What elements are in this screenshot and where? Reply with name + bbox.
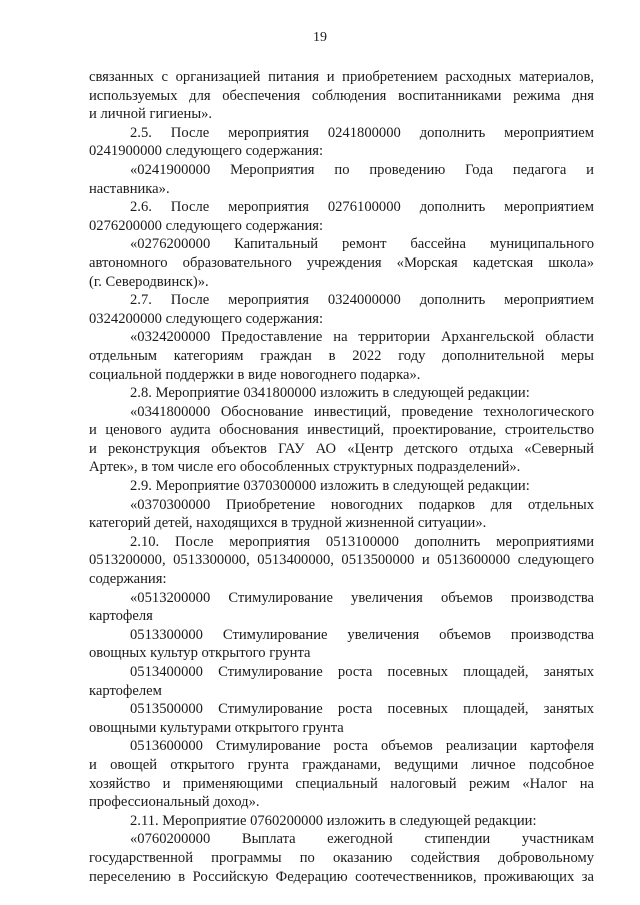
text-line: Артек», в том числе его обособленных структурных подразделений». xyxy=(89,459,521,476)
text-line: государственной программы по оказанию содействия добровольному xyxy=(89,849,594,866)
text-line: «0324200000 Предоставление на территории Архангельской области xyxy=(130,329,594,346)
text-line: 2.7. После мероприятия 0324000000 дополнить мероприятием xyxy=(130,292,594,309)
text-line: профессиональный доход». xyxy=(89,794,260,811)
text-line: «0513200000 Стимулирование увеличения объемов производства xyxy=(130,589,594,606)
text-line: 0513400000 Стимулирование роста посевных площадей, занятых xyxy=(130,664,594,680)
text-line: 2.10. После мероприятия 0513100000 дополнить мероприятиями xyxy=(130,533,594,550)
text-line: и овощей открытого грунта гражданами, ведущими личное подсобное xyxy=(89,756,594,773)
text-line: «0370300000 Приобретение новогодних подарков для отдельных xyxy=(130,496,594,513)
text-line: картофеля xyxy=(89,608,153,625)
text-line: 2.8. Мероприятие 0341800000 изложить в следующей редакции: xyxy=(130,385,530,402)
text-line: переселению в Российскую Федерацию соотечественников, проживающих за xyxy=(89,868,594,885)
text-line: 2.5. После мероприятия 0241800000 дополнить мероприятием xyxy=(130,124,594,141)
document-body xyxy=(89,68,594,886)
text-line: 2.11. Мероприятие 0760200000 изложить в следующей редакции: xyxy=(130,812,537,829)
text-line: содержания: xyxy=(89,571,167,588)
text-line: 0241900000 следующего содержания: xyxy=(89,143,324,160)
text-line: 2.6. После мероприятия 0276100000 дополнить мероприятием xyxy=(130,199,594,216)
text-line: автономного образовательного учреждения «Морская кадетская школа» xyxy=(89,254,594,271)
text-line: и реконструкция объектов ГАУ АО «Центр детского отдыха «Северный xyxy=(89,440,594,457)
text-line: отдельным категориям граждан в 2022 году дополнительной меры xyxy=(89,347,594,364)
text-line: хозяйство и применяющими специальный налоговый режим «Налог на xyxy=(89,775,594,792)
text-line: (г. Северодвинск)». xyxy=(89,273,209,290)
text-line: овощными культурами открытого грунта xyxy=(89,719,344,736)
text-line: 0513600000 Стимулирование роста объемов реализации картофеля xyxy=(130,738,594,755)
text-line: социальной поддержки в виде новогоднего подарка». xyxy=(89,366,421,383)
text-line: 0513500000 Стимулирование роста посевных площадей, занятых xyxy=(130,701,594,718)
text-line: 2.9. Мероприятие 0370300000 изложить в следующей редакции: xyxy=(130,478,530,495)
text-line: овощных культур открытого грунта xyxy=(89,645,311,662)
text-line: «0241900000 Мероприятия по проведению Года педагога и xyxy=(130,161,594,178)
text-line: картофелем xyxy=(89,682,162,699)
text-line: «0341800000 Обоснование инвестиций, проведение технологического xyxy=(130,403,594,420)
text-line: 0513300000 Стимулирование увеличения объемов производства xyxy=(130,626,594,643)
text-line: наставника». xyxy=(89,180,170,197)
text-line: 0324200000 следующего содержания: xyxy=(89,310,324,327)
text-line: и личной гигиены». xyxy=(89,106,213,123)
text-line: «0276200000 Капитальный ремонт бассейна муниципального xyxy=(130,236,594,253)
text-line: «0760200000 Выплата ежегодной стипендии участникам xyxy=(130,831,594,848)
text-line: используемых для обеспечения соблюдения воспитанниками режима дня xyxy=(89,87,594,104)
text-line: категорий детей, находящихся в трудной жизненной ситуации». xyxy=(89,515,487,532)
text-line: 0276200000 следующего содержания: xyxy=(89,217,324,234)
page-number: 19 xyxy=(313,30,327,45)
text-line: 0513200000, 0513300000, 0513400000, 0513500000 и 0513600000 следующего xyxy=(89,552,594,569)
text-line: связанных с организацией питания и приобретением расходных материалов, xyxy=(89,69,594,85)
text-line: и ценового аудита обоснования инвестиций, проектирование, строительство xyxy=(89,422,594,439)
